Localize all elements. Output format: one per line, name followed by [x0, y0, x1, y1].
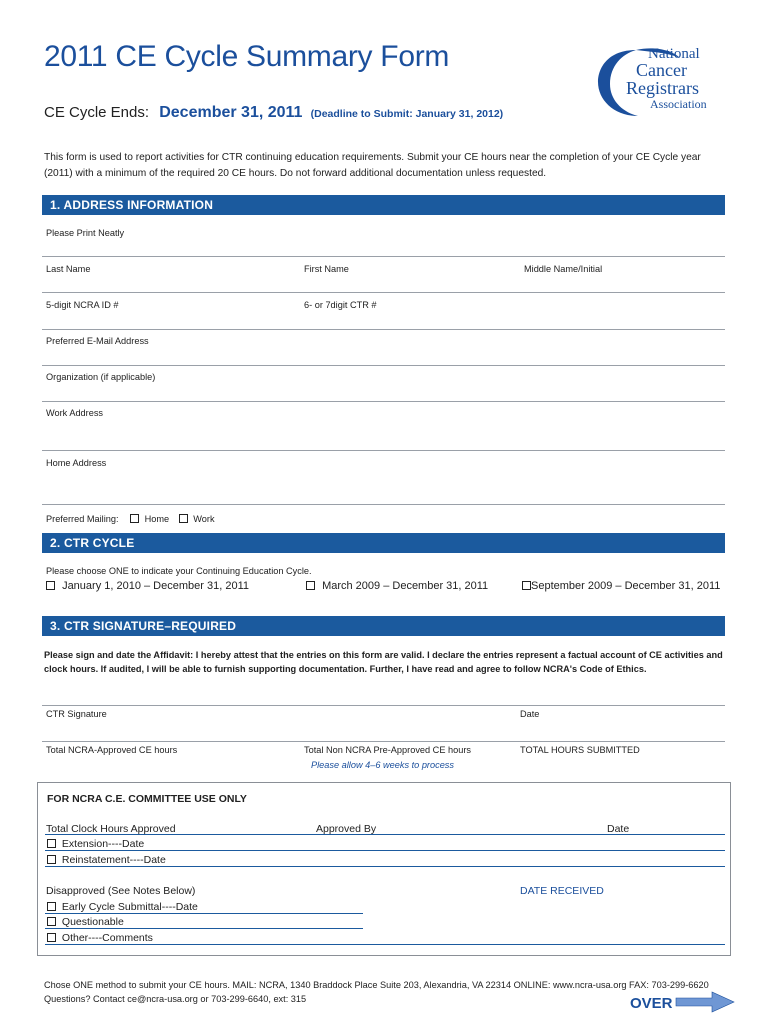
section-1-title: 1. ADDRESS INFORMATION: [50, 198, 214, 212]
field-rule: [42, 365, 725, 366]
disapproved-label: Disapproved (See Notes Below): [46, 885, 196, 897]
field-rule: [42, 401, 725, 402]
other-comments-label: Other----Comments: [61, 932, 153, 944]
cycle-end-line: [44, 104, 503, 122]
field-rule: [45, 850, 725, 851]
work-checkbox[interactable]: [179, 514, 188, 523]
non-approved-hours-field[interactable]: Total Non NCRA Pre-Approved CE hours: [304, 745, 471, 755]
cycle-end-date: December 31, 2011: [159, 104, 303, 121]
submission-methods: Chose ONE method to submit your CE hours. MAIL: NCRA, 1340 Braddock Place Suite 203, Alexandria, VA 22314 ONLINE: www.ncra-usa.org FAX: 703-299-6620: [44, 980, 709, 990]
other-checkbox[interactable]: [47, 933, 56, 942]
field-rule: [45, 944, 725, 945]
field-rule: [42, 292, 725, 293]
email-field[interactable]: Preferred E-Mail Address: [46, 336, 149, 346]
cycle-option-checkbox[interactable]: [46, 581, 55, 590]
home-checkbox[interactable]: [130, 514, 139, 523]
preferred-mailing: [46, 514, 215, 524]
first-name-field[interactable]: First Name: [304, 264, 349, 274]
preferred-mailing-label: Preferred Mailing:: [46, 514, 119, 524]
reinstatement-option[interactable]: [47, 854, 166, 866]
organization-field[interactable]: Organization (if applicable): [46, 372, 156, 382]
affidavit-text: Please sign and date the Affidavit: I hereby attest that the entries on this form are valid. I declare the entries represent a factual account of CE activities and clock hours. If audited, I will be able to furnish supporting documentation. Further, I have read and agree to follow NCRA's Code of Ethics.: [44, 650, 723, 674]
date-received-label: DATE RECEIVED: [520, 885, 604, 897]
cycle-option-label: September 2009 – December 31, 2011: [531, 580, 721, 592]
committee-title: FOR NCRA C.E. COMMITTEE USE ONLY: [47, 793, 247, 805]
ctr-signature-field[interactable]: CTR Signature: [46, 709, 107, 719]
field-rule: [42, 450, 725, 451]
section-1-header: [42, 195, 725, 215]
reinstatement-checkbox[interactable]: [47, 855, 56, 864]
footer: [44, 978, 709, 1006]
cycle-end-label: CE Cycle Ends:: [44, 104, 150, 121]
home-checkbox-label: Home: [144, 514, 170, 524]
approved-hours-field[interactable]: Total NCRA-Approved CE hours: [46, 745, 178, 755]
ncra-id-field[interactable]: 5-digit NCRA ID #: [46, 300, 119, 310]
submission-deadline: (Deadline to Submit: January 31, 2012): [310, 108, 504, 120]
contact-info: Questions? Contact ce@ncra-usa.org or 703-299-6640, ext: 315: [44, 994, 307, 1004]
other-option[interactable]: [47, 932, 153, 944]
extension-option[interactable]: [47, 838, 144, 850]
committee-date-field[interactable]: Date: [607, 823, 630, 835]
approved-by-field[interactable]: Approved By: [316, 823, 377, 835]
cycle-option-label: January 1, 2010 – December 31, 2011: [62, 580, 249, 592]
extension-label: Extension----Date: [61, 838, 145, 850]
section-2-header: [42, 533, 725, 553]
ctr-number-field[interactable]: 6- or 7digit CTR #: [304, 300, 377, 310]
cycle-option-2010[interactable]: [46, 580, 249, 592]
cycle-option-march-2009[interactable]: [306, 580, 488, 592]
field-rule: [42, 256, 725, 257]
logo-text-registrars: Registrars: [626, 78, 699, 98]
cycle-option-label: March 2009 – December 31, 2011: [322, 580, 489, 592]
last-name-field[interactable]: Last Name: [46, 264, 91, 274]
logo-text-national: National: [648, 46, 700, 62]
total-hours-field[interactable]: TOTAL HOURS SUBMITTED: [520, 745, 640, 755]
work-checkbox-label: Work: [193, 514, 215, 524]
signature-date-field[interactable]: Date: [520, 709, 540, 719]
section-3-header: [42, 616, 725, 636]
section-3-title: 3. CTR SIGNATURE–REQUIRED: [50, 619, 237, 633]
field-rule: [45, 928, 363, 929]
cycle-option-checkbox[interactable]: [522, 581, 531, 590]
field-rule: [42, 741, 725, 742]
svg-text:OVER: OVER: [630, 995, 673, 1012]
field-rule: [45, 834, 725, 835]
intro-paragraph: This form is used to report activities for CTR continuing education requirements. Submit your CE hours near the completion of your CE Cycle year (2011) with a minimum of the required 20 CE hours. Do not forward additional documentation unless requested.: [44, 152, 701, 179]
cycle-instruction: Please choose ONE to indicate your Continuing Education Cycle.: [46, 566, 312, 576]
cycle-option-checkbox[interactable]: [306, 581, 315, 590]
questionable-checkbox[interactable]: [47, 917, 56, 926]
ncra-logo: [596, 44, 730, 120]
cycle-option-sept-2009[interactable]: [522, 580, 720, 592]
page-title: 2011 CE Cycle Summary Form: [44, 40, 450, 73]
clock-hours-approved-field[interactable]: Total Clock Hours Approved: [46, 823, 176, 835]
field-rule: [42, 705, 725, 706]
committee-use-box: [37, 782, 731, 956]
early-submittal-option[interactable]: [47, 901, 198, 913]
early-submittal-checkbox[interactable]: [47, 902, 56, 911]
field-rule: [45, 913, 363, 914]
logo-text-association: Association: [650, 97, 707, 111]
questionable-label: Questionable: [61, 916, 124, 928]
field-rule: [42, 329, 725, 330]
print-neatly-note: Please Print Neatly: [46, 228, 125, 238]
home-address-field[interactable]: Home Address: [46, 458, 107, 468]
questionable-option[interactable]: [47, 916, 124, 928]
processing-note: Please allow 4–6 weeks to process: [311, 760, 454, 770]
field-rule: [45, 866, 725, 867]
section-2-title: 2. CTR CYCLE: [50, 536, 135, 550]
reinstatement-label: Reinstatement----Date: [61, 854, 166, 866]
over-arrow-icon: [630, 989, 736, 1015]
extension-checkbox[interactable]: [47, 839, 56, 848]
field-rule: [42, 504, 725, 505]
middle-name-field[interactable]: Middle Name/Initial: [524, 264, 603, 274]
early-submittal-label: Early Cycle Submittal----Date: [61, 901, 198, 913]
logo-text-cancer: Cancer: [636, 60, 687, 80]
work-address-field[interactable]: Work Address: [46, 408, 104, 418]
